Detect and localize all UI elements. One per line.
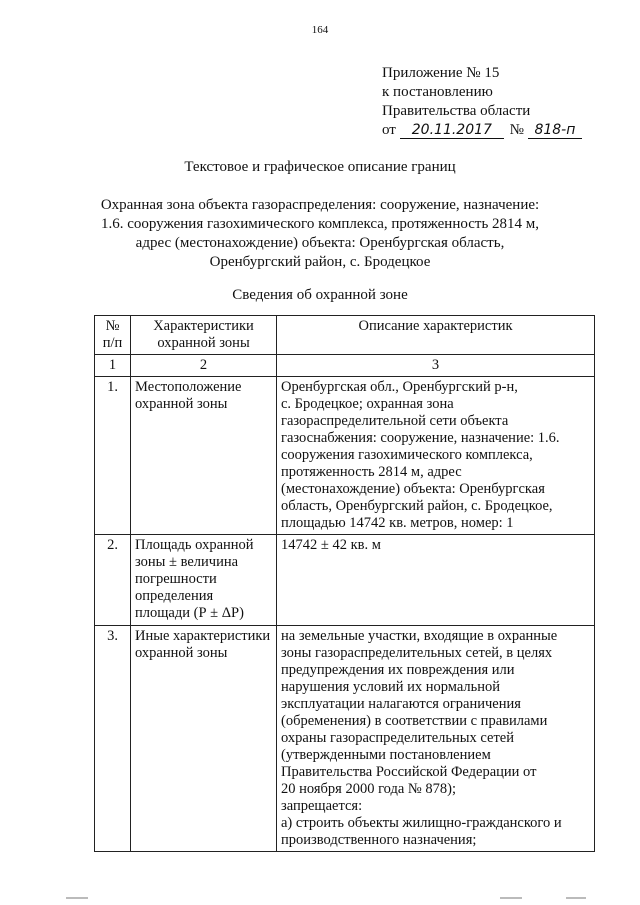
cell-line: охраны газораспределительных сетей xyxy=(281,730,514,746)
cell-line: (утвержденными постановлением xyxy=(281,747,491,763)
cell-line: зоны газораспределительных сетей, в целях xyxy=(281,645,553,661)
cell-line: производственного назначения; xyxy=(281,832,477,848)
handwritten-number: 818-п xyxy=(528,123,582,139)
description-line: Оренбургский район, с. Бродецкое xyxy=(209,254,431,270)
protection-zone-table xyxy=(94,315,595,852)
appendix-line-government: Правительства области xyxy=(382,103,531,119)
description-line: Охранная зона объекта газораспределения: сооружение, назначение: xyxy=(100,197,540,213)
cell-line: нарушения условий их нормальной xyxy=(281,679,501,695)
appendix-date-line xyxy=(382,121,582,140)
cell-line: Местоположение xyxy=(135,379,242,395)
row-number: 1. xyxy=(95,377,131,535)
header-number-line: № xyxy=(105,318,120,334)
cell-line: площадью 14742 кв. метров, номер: 1 xyxy=(281,515,514,531)
cell-line: протяженность 2814 м, адрес xyxy=(281,464,462,480)
cell-line: погрешности xyxy=(135,571,217,587)
row-characteristic xyxy=(131,535,277,626)
appendix-line-resolution: к постановлению xyxy=(382,84,493,100)
cell-line: газораспределительной сети объекта xyxy=(281,413,509,429)
scan-edge-marks xyxy=(0,895,640,901)
header-desc-line: Описание характеристик xyxy=(358,318,513,334)
cell-line: Иные характеристики xyxy=(135,628,271,644)
row-characteristic xyxy=(131,626,277,852)
cell-line: охранной зоны xyxy=(135,645,228,661)
cell-line: запрещается: xyxy=(281,798,363,814)
cell-line: Правительства Российской Федерации от xyxy=(281,764,537,780)
row-number: 3. xyxy=(95,626,131,852)
table-header-row xyxy=(95,316,595,355)
cell-line: на земельные участки, входящие в охранные xyxy=(281,628,558,644)
scan-mark xyxy=(566,897,586,899)
header-description xyxy=(277,316,595,355)
number-prefix: № xyxy=(509,122,524,138)
cell-line: газоснабжения: сооружение, назначение: 1.6. xyxy=(281,430,560,446)
cell-line: (местонахождение) объекта: Оренбургская xyxy=(281,481,545,497)
cell-line: сооружения газохимического комплекса, xyxy=(281,447,533,463)
cell-line: 14742 ± 42 кв. м xyxy=(281,537,381,553)
cell-line: а) строить объекты жилищно-гражданского и xyxy=(281,815,562,831)
column-number: 1 xyxy=(95,355,131,377)
table-row xyxy=(95,535,595,626)
cell-line: (обременения) в соответствии с правилами xyxy=(281,713,548,729)
column-number-row xyxy=(95,355,595,377)
cell-line: предупреждения их повреждения или xyxy=(281,662,515,678)
cell-line: определения xyxy=(135,588,214,604)
handwritten-date: 20.11.2017 xyxy=(400,123,504,139)
header-number xyxy=(95,316,131,355)
section-title: Сведения об охранной зоне xyxy=(232,287,408,303)
page-number: 164 xyxy=(311,24,329,36)
document-title: Текстовое и графическое описание границ xyxy=(184,159,456,175)
row-description xyxy=(277,535,595,626)
row-description xyxy=(277,377,595,535)
cell-line: с. Бродецкое; охранная зона xyxy=(281,396,454,412)
appendix-title: Приложение № 15 xyxy=(382,65,500,81)
header-number-line: п/п xyxy=(102,335,123,351)
cell-line: эксплуатации налагаются ограничения xyxy=(281,696,521,712)
cell-line: площади (Р ± ΔР) xyxy=(135,605,244,621)
cell-line: область, Оренбургский район, с. Бродецкое, xyxy=(281,498,553,514)
scan-mark xyxy=(66,897,88,899)
scan-mark xyxy=(500,897,522,899)
cell-line: зоны ± величина xyxy=(135,554,239,570)
date-prefix: от xyxy=(382,122,396,138)
row-description xyxy=(277,626,595,852)
description-line: 1.6. сооружения газохимического комплекса, протяженность 2814 м, xyxy=(100,216,540,232)
table-row xyxy=(95,626,595,852)
cell-line: Площадь охранной xyxy=(135,537,254,553)
table-row xyxy=(95,377,595,535)
object-description xyxy=(0,196,640,272)
column-number: 3 xyxy=(277,355,595,377)
header-char-line: охранной зоны xyxy=(157,335,250,351)
description-line: адрес (местонахождение) объекта: Оренбургская область, xyxy=(135,235,505,251)
cell-line: охранной зоны xyxy=(135,396,228,412)
column-number: 2 xyxy=(131,355,277,377)
header-characteristics xyxy=(131,316,277,355)
row-number: 2. xyxy=(95,535,131,626)
cell-line: Оренбургская обл., Оренбургский р-н, xyxy=(281,379,518,395)
row-characteristic xyxy=(131,377,277,535)
header-char-line: Характеристики xyxy=(153,318,254,334)
appendix-block xyxy=(382,64,582,140)
cell-line: 20 ноября 2000 года № 878); xyxy=(281,781,456,797)
